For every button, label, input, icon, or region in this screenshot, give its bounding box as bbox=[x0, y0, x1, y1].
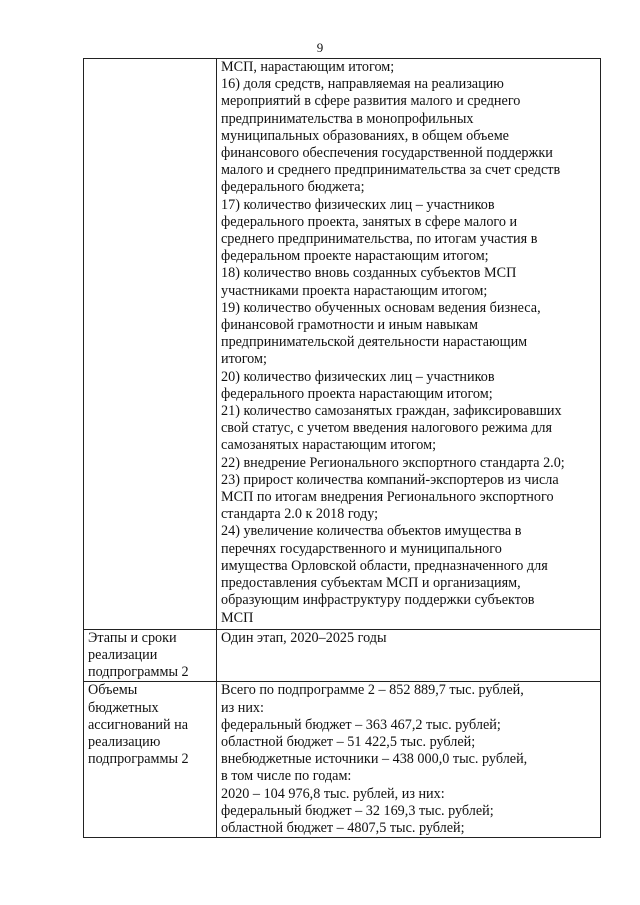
text-line: среднего предпринимательства, по итогам участия в bbox=[221, 231, 538, 248]
label-line: Этапы и сроки bbox=[88, 629, 177, 646]
page-number: 9 bbox=[316, 40, 324, 55]
text-line: 21) количество самозанятых граждан, зафиксировавших bbox=[221, 403, 562, 420]
text-line: Один этап, 2020–2025 годы bbox=[221, 629, 387, 646]
text-line: предоставления субъектам МСП и организациям, bbox=[221, 575, 521, 592]
text-line: 17) количество физических лиц – участников bbox=[221, 196, 495, 213]
text-line: федеральный бюджет – 32 169,3 тыс. рублей; bbox=[221, 802, 494, 819]
text-line: финансовой грамотности и иным навыкам bbox=[221, 317, 478, 334]
label-line: Объемы bbox=[88, 682, 138, 699]
text-line: свой статус, с учетом введения налогового режима для bbox=[221, 420, 553, 437]
label-cell bbox=[84, 682, 217, 838]
text-line: образующим инфраструктуру поддержки субъектов bbox=[221, 592, 535, 609]
text-line: итогом; bbox=[221, 351, 267, 368]
text-line: финансового обеспечения государственной поддержки bbox=[221, 145, 553, 162]
label-line: подпрограммы 2 bbox=[88, 664, 189, 681]
label-line: подпрограммы 2 bbox=[88, 751, 189, 768]
text-line: федерального проекта нарастающим итогом; bbox=[221, 385, 493, 402]
text-line: предпринимательской деятельности нарастающим bbox=[221, 334, 528, 351]
text-line: 22) внедрение Регионального экспортного стандарта 2.0; bbox=[221, 454, 565, 471]
table-row-indicators bbox=[84, 59, 601, 630]
text-line: имущества Орловской области, предназначенного для bbox=[221, 557, 548, 574]
text-line: из них: bbox=[221, 699, 264, 716]
text-line: внебюджетные источники – 438 000,0 тыс. рублей, bbox=[221, 751, 528, 768]
text-line: малого и среднего предпринимательства за счет средств bbox=[221, 162, 561, 179]
text-line: Всего по подпрограмме 2 – 852 889,7 тыс. рублей, bbox=[221, 682, 524, 699]
text-line: 19) количество обученных основам ведения бизнеса, bbox=[221, 299, 541, 316]
text-line: муниципальных образованиях, в общем объеме bbox=[221, 127, 509, 144]
text-line: участниками проекта нарастающим итогом; bbox=[221, 282, 488, 299]
text-line: МСП по итогам внедрения Регионального экспортного bbox=[221, 489, 554, 506]
label-cell bbox=[84, 59, 217, 630]
text-line: федерального проекта, занятых в сфере малого и bbox=[221, 213, 518, 230]
label-line: реализацию bbox=[88, 733, 161, 750]
content-cell bbox=[217, 682, 601, 838]
text-line: самозанятых нарастающим итогом; bbox=[221, 437, 437, 454]
text-line: областной бюджет – 51 422,5 тыс. рублей; bbox=[221, 733, 476, 750]
text-line: МСП, нарастающим итогом; bbox=[221, 59, 395, 75]
text-line: 16) доля средств, направляемая на реализацию bbox=[221, 76, 504, 93]
text-line: в том числе по годам: bbox=[221, 768, 352, 785]
text-line: перечнях государственного и муниципального bbox=[221, 540, 502, 557]
text-line: 18) количество вновь созданных субъектов МСП bbox=[221, 265, 517, 282]
label-line: бюджетных bbox=[88, 699, 159, 716]
label-line: ассигнований на bbox=[88, 716, 189, 733]
text-line: 24) увеличение количества объектов имущества в bbox=[221, 523, 522, 540]
text-line: областной бюджет – 4807,5 тыс. рублей; bbox=[221, 819, 465, 836]
label-cell bbox=[84, 629, 217, 682]
passport-table bbox=[83, 58, 601, 838]
text-line: предпринимательства в монопрофильных bbox=[221, 110, 474, 127]
text-line: мероприятий в сфере развития малого и среднего bbox=[221, 93, 521, 110]
text-line: МСП bbox=[221, 609, 254, 626]
content-cell bbox=[217, 59, 601, 630]
label-line: реализации bbox=[88, 646, 158, 663]
table-row-stages bbox=[84, 629, 601, 682]
text-line: стандарта 2.0 к 2018 году; bbox=[221, 506, 379, 523]
text-line: федеральном проекте нарастающим итогом; bbox=[221, 248, 489, 265]
text-line: 23) прирост количества компаний-экспортеров из числа bbox=[221, 471, 559, 488]
content-cell bbox=[217, 629, 601, 682]
table-row-budget bbox=[84, 682, 601, 838]
text-line: 20) количество физических лиц – участников bbox=[221, 368, 495, 385]
text-line: 2020 – 104 976,8 тыс. рублей, из них: bbox=[221, 785, 445, 802]
text-line: федеральный бюджет – 363 467,2 тыс. рублей; bbox=[221, 716, 501, 733]
text-line: федерального бюджета; bbox=[221, 179, 365, 196]
